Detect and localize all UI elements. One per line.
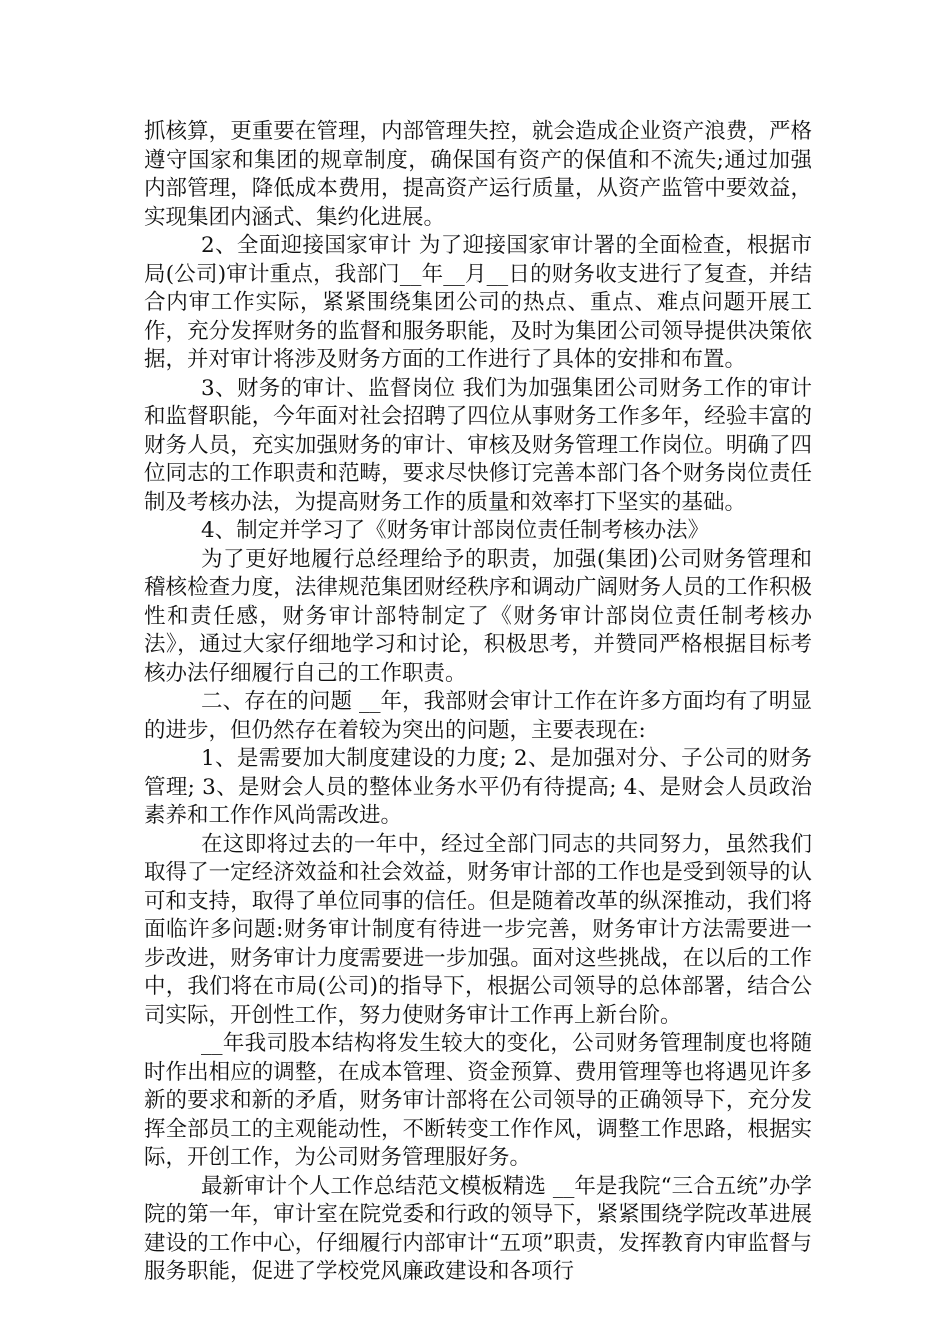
paragraph-10: 最新审计个人工作总结范文模板精选 __年是我院“三合五统”办学院的第一年，审计室在院党委和行政的领导下，紧紧围绕学院改革进展建设的工作中心，仔细履行内部审计“五项”职责，发挥教育内审监督与服务职能，促进了学校党风廉政建设和各项行 (144, 1173, 812, 1284)
paragraph-4: 4、制定并学习了《财务审计部岗位责任制考核办法》 (201, 518, 710, 543)
paragraph-9: __年我司股本结构将发生较大的变化，公司财务管理制度也将随时作出相应的调整，在成本管理、资金预算、费用管理等也将遇见许多新的要求和新的矛盾，财务审计部将在公司领导的正确领导下，充分发挥全部员工的主观能动性，不断转变工作作风，调整工作思路，根据实际，开创工作，为公司财务管理服好务。 (144, 1031, 812, 1170)
paragraph-2: 2、全面迎接国家审计 为了迎接国家审计署的全面检查，根据市局(公司)审计重点，我部门__年__月__日的财务收支进行了复查，并结合内审工作实际，紧紧围绕集团公司的热点、重点、难点问题开展工作，充分发挥财务的监督和服务职能，及时为集团公司领导提供决策依据，并对审计将涉及财务方面的工作进行了具体的安排和布置。 (144, 233, 812, 372)
paragraph-5: 为了更好地履行总经理给予的职责，加强(集团)公司财务管理和稽核检查力度，法律规范集团财经秩序和调动广阔财务人员的工作积极性和责任感，财务审计部特制定了《财务审计部岗位责任制考核办法》，通过大家仔细地学习和讨论，积极思考，并赞同严格根据目标考核办法仔细履行自己的工作职责。 (144, 546, 812, 686)
paragraph-3: 3、财务的审计、监督岗位 我们为加强集团公司财务工作的审计和监督职能，今年面对社会招聘了四位从事财务工作多年，经验丰富的财务人员，充实加强财务的审计、审核及财务管理工作岗位。明确了四位同志的工作职责和范畴，要求尽快修订完善本部门各个财务岗位责任制及考核办法，为提高财务工作的质量和效率打下坚实的基础。 (144, 375, 812, 515)
paragraph-6: 二、存在的问题 __年，我部财会审计工作在许多方面均有了明显的进步，但仍然存在着较为突出的问题，主要表现在: (144, 689, 812, 743)
document-body (144, 118, 812, 1287)
paragraph-7: 1、是需要加大制度建设的力度; 2、是加强对分、子公司的财务管理; 3、是财会人员的整体业务水平仍有待提高; 4、是财会人员政治素养和工作作风尚需改进。 (144, 746, 812, 828)
paragraph-8: 在这即将过去的一年中，经过全部门同志的共同努力，虽然我们取得了一定经济效益和社会效益，财务审计部的工作也是受到领导的认可和支持，取得了单位同事的信任。但是随着改革的纵深推动，我们将面临许多问题:财务审计制度有待进一步完善，财务审计方法需要进一步改进，财务审计力度需要进一步加强。面对这些挑战，在以后的工作中，我们将在市局(公司)的指导下，根据公司领导的总体部署，结合公司实际，开创性工作，努力使财务审计工作再上新台阶。 (144, 831, 812, 1028)
paragraph-1: 抓核算，更重要在管理，内部管理失控，就会造成企业资产浪费，严格遵守国家和集团的规章制度，确保国有资产的保值和不流失;通过加强内部管理，降低成本费用，提高资产运行质量，从资产监管中要效益，实现集团内涵式、集约化进展。 (144, 119, 812, 230)
